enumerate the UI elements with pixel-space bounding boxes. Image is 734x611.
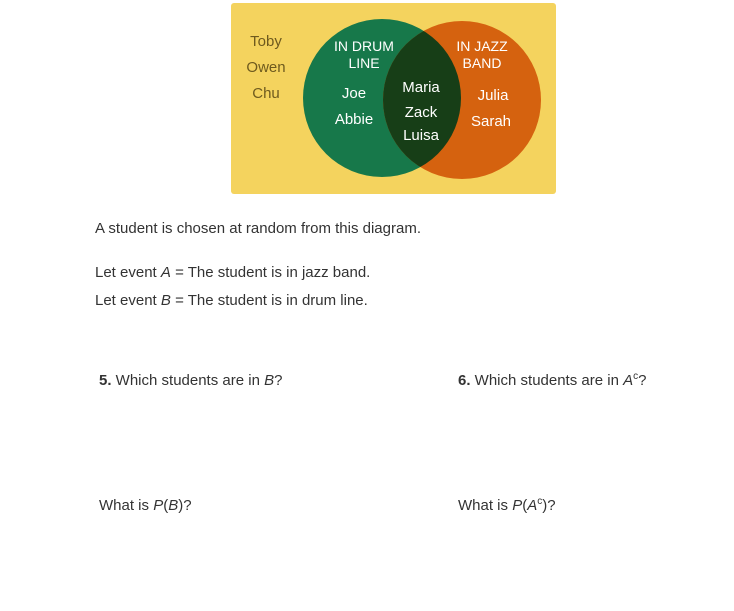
drum-line-label: LINE <box>348 55 380 71</box>
question-5-var: B <box>264 372 275 389</box>
question-6 <box>458 372 646 389</box>
event-a-letter: A <box>160 264 171 281</box>
question-5-probability <box>99 497 192 514</box>
jazz-band-label: BAND <box>462 55 502 71</box>
outside-name: Chu <box>252 85 280 102</box>
question-6-probability <box>458 497 556 514</box>
outside-name: Owen <box>246 59 286 76</box>
question-5 <box>99 372 282 389</box>
q6-prob-open: ( <box>522 497 528 514</box>
event-a-rest: = The student is in jazz band. <box>170 264 371 281</box>
q5-prob-prefix: What is <box>99 497 154 514</box>
intro-text: A student is chosen at random from this diagram. <box>95 220 421 237</box>
q6-prob-prefix: What is <box>458 497 513 514</box>
both-name: Maria <box>402 79 440 96</box>
question-5-text: Which students are in <box>111 372 265 389</box>
q5-prob-p: P <box>153 497 164 514</box>
drum-only-name: Joe <box>341 85 367 102</box>
event-a-prefix: Let event <box>95 264 161 281</box>
question-5-end: ? <box>274 372 283 389</box>
q5-prob-open: ( <box>163 497 169 514</box>
event-a-definition <box>95 264 370 281</box>
q6-prob-p: P <box>512 497 523 514</box>
q5-prob-close: )? <box>178 497 192 514</box>
q6-prob-close: )? <box>542 497 556 514</box>
q5-prob-var: B <box>168 497 179 514</box>
both-name: Luisa <box>403 127 439 144</box>
venn-diagram <box>231 3 556 194</box>
jazz-only-name: Sarah <box>470 113 512 130</box>
q6-prob-var: A <box>527 497 538 514</box>
event-b-rest: = The student is in drum line. <box>170 292 368 309</box>
event-b-letter: B <box>160 292 171 309</box>
event-b-prefix: Let event <box>95 292 161 309</box>
jazz-only-name: Julia <box>477 87 509 104</box>
both-name: Zack <box>404 104 438 121</box>
question-6-end: ? <box>638 372 647 389</box>
drum-only-name: Abbie <box>334 111 374 128</box>
jazz-band-label: IN JAZZ <box>456 38 508 54</box>
question-6-number: 6. <box>458 372 471 389</box>
drum-line-label: IN DRUM <box>334 38 394 54</box>
question-6-var: A <box>623 372 634 389</box>
question-5-number: 5. <box>99 372 112 389</box>
event-b-definition <box>95 292 368 309</box>
question-6-complement: c <box>633 371 639 382</box>
q6-prob-complement: c <box>537 496 543 507</box>
outside-name: Toby <box>250 33 282 50</box>
question-6-text: Which students are in <box>470 372 624 389</box>
